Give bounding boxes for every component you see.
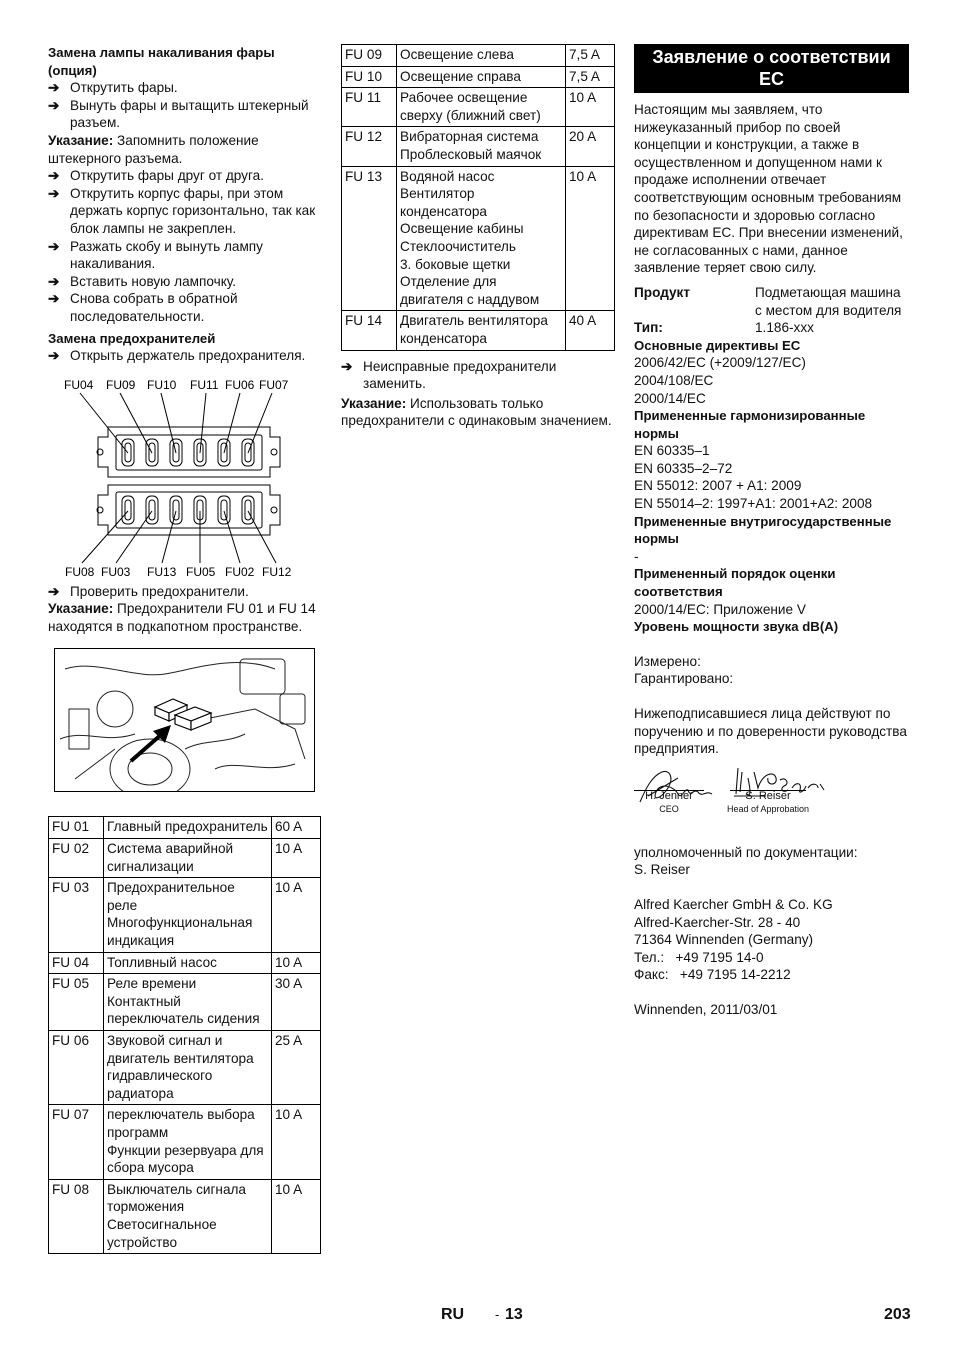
fuse-description: Рабочее освещение сверху (ближний свет): [397, 88, 566, 127]
declaration-intro: Настоящим мы заявляем, что нижеуказанный прибор по своей концепции и конструкции, а также в осуществленном и допущенном нами к продаже исполнении отвечает соответствующим основным требованиям по безопасности и здоровью согласно директивам ЕС. При внесении изменений, не согласованных с нами, данное заявление теряет свою силу.: [634, 102, 903, 276]
fuse-amperage: 25 A: [272, 1031, 321, 1105]
step-item: ➔ Вынуть фары и вытащить штекерный разъем.: [48, 97, 309, 131]
product-row: [634, 284, 909, 319]
engine-compartment-photo: [54, 648, 315, 792]
fuse-id: FU 12: [342, 127, 397, 166]
authorized-label: уполномоченный по документации:: [634, 844, 858, 860]
fuse-amperage: 10 A: [272, 839, 321, 878]
fuse-description: Система аварийной сигнализации: [104, 839, 272, 878]
diagram-label: FU04: [64, 377, 94, 392]
fuse-description: Двигатель вентилятора конденсатора: [397, 311, 566, 350]
arrow-right-icon: ➔: [48, 185, 60, 201]
diagram-label: FU08: [65, 564, 95, 579]
fuse-row: [49, 1031, 321, 1105]
fuse-id: FU 01: [49, 817, 104, 839]
directives-heading: Основные директивы ЕС: [634, 337, 801, 353]
measured-label: Измерено:: [634, 653, 701, 669]
fuse-row: [342, 127, 615, 166]
footer-section-page: 13: [505, 1306, 523, 1323]
fuse-amperage: 10 A: [272, 1179, 321, 1253]
assessment-heading: Примененный порядок оценки соответствия: [634, 566, 836, 600]
company-street: Alfred-Kaercher-Str. 28 - 40: [634, 914, 801, 930]
diagram-label: FU13: [147, 564, 177, 579]
national-heading: Примененные внутригосударственные нормы: [634, 513, 892, 547]
fuse-row: [49, 1179, 321, 1253]
step-item: ➔ Открутить фары друг от друга.: [48, 168, 264, 184]
norm-item: EN 55012: 2007 + A1: 2009: [634, 478, 802, 494]
declaration-title: Заявление о соответствии ЕС: [634, 44, 909, 93]
fuse-amperage: 7,5 A: [566, 45, 615, 67]
fuse-amperage: 10 A: [566, 88, 615, 127]
company-fax: Факс: +49 7195 14-2212: [634, 967, 791, 983]
fuse-id: FU 02: [49, 839, 104, 878]
lamp-note: Указание: Запомнить положение штекерного разъема.: [48, 132, 259, 166]
national-value: -: [634, 548, 639, 564]
diagram-label: FU06: [225, 377, 255, 392]
fuse-description: Выключатель сигнала торможения Светосигнальное устройство: [104, 1179, 272, 1253]
footer-page-number: 203: [884, 1306, 911, 1323]
step-item: ➔ Разжать скобу и вынуть лампу накаливания.: [48, 238, 263, 272]
fuse-id: FU 05: [49, 974, 104, 1031]
arrow-right-icon: ➔: [48, 80, 60, 96]
diagram-label: FU05: [186, 564, 216, 579]
arrow-right-icon: ➔: [48, 273, 60, 289]
arrow-right-icon: ➔: [48, 583, 60, 599]
fuse-id: FU 04: [49, 952, 104, 974]
fuse-row: [342, 88, 615, 127]
signer-1-name: H. Jenner: [645, 789, 693, 802]
footer-language: RU: [441, 1306, 465, 1323]
guaranteed-label: Гарантировано:: [634, 671, 734, 687]
directive-item: 2000/14/EC: [634, 390, 706, 406]
diagram-label: FU02: [225, 564, 255, 579]
fuse-row: [342, 166, 615, 311]
sound-heading: Уровень мощности звука dB(A): [634, 619, 839, 635]
declaration-date: Winnenden, 2011/03/01: [634, 1001, 778, 1017]
signer-2-name: S. Reiser: [745, 789, 791, 802]
arrow-right-icon: ➔: [48, 238, 60, 254]
diagram-label: FU10: [147, 377, 177, 392]
fuse-description: Главный предохранитель: [104, 817, 272, 839]
norm-item: EN 60335–1: [634, 443, 710, 459]
fuse-table-1: [48, 816, 321, 1254]
fuse-holder-diagram: [48, 371, 323, 581]
lamp-heading: Замена лампы накаливания фары (опция): [48, 45, 275, 78]
fuse-amperage: 10 A: [272, 878, 321, 952]
fuse-id: FU 13: [342, 166, 397, 311]
lamp-steps: [48, 79, 323, 132]
product-value: Подметающая машина с местом для водителя: [755, 284, 902, 318]
fuse-row: [49, 974, 321, 1031]
fuse-row: [49, 1105, 321, 1179]
fuse-id: FU 11: [342, 88, 397, 127]
step-item: ➔ Неисправные предохранители заменить.: [341, 358, 557, 392]
fuse-id: FU 06: [49, 1031, 104, 1105]
signer-2-role: Head of Approbation: [726, 803, 810, 814]
directive-item: 2006/42/EC (+2009/127/EC): [634, 355, 806, 371]
signers-text: Нижеподписавшиеся лица действуют по поручению и по доверенности руководства предприятия.: [634, 706, 907, 757]
company-city: 71364 Winnenden (Germany): [634, 932, 814, 948]
arrow-right-icon: ➔: [48, 291, 60, 307]
fuse-id: FU 10: [342, 66, 397, 88]
directive-item: 2004/108/EC: [634, 372, 714, 388]
company-tel: Тел.: +49 7195 14-0: [634, 949, 764, 965]
signer-1-role: CEO: [659, 803, 679, 814]
fuse-amperage: 10 A: [272, 952, 321, 974]
norm-item: EN 55014–2: 1997+A1: 2001+A2: 2008: [634, 496, 873, 512]
fuse-row: [342, 311, 615, 350]
authorized-name: S. Reiser: [634, 862, 690, 878]
diagram-label: FU03: [101, 564, 131, 579]
fuse-amperage: 7,5 A: [566, 66, 615, 88]
arrow-right-icon: ➔: [48, 97, 60, 113]
harmonized-heading: Примененные гармонизированные нормы: [634, 408, 866, 441]
lamp-steps-2: [48, 167, 323, 325]
step-item: ➔ Открутить фары.: [48, 80, 178, 96]
fuse-description: Водяной насос Вентилятор конденсатора Освещение кабины Стеклоочиститель 3. боковые щетки Отделение для двигателя с наддувом: [397, 166, 566, 311]
diagram-label: FU12: [262, 564, 292, 579]
fuse-description: Топливный насос: [104, 952, 272, 974]
footer-dash: -: [495, 1307, 500, 1322]
type-value: 1.186-xxx: [755, 320, 814, 336]
column-right: [634, 44, 909, 1019]
replace-note: Указание: Использовать только предохранители с одинаковым значением.: [341, 395, 612, 429]
fuse-row: [342, 45, 615, 67]
fuse-amperage: 10 A: [566, 166, 615, 311]
arrow-right-icon: ➔: [48, 348, 60, 364]
fuse-heading: Замена предохранителей: [48, 330, 216, 346]
signature-block: [634, 758, 909, 838]
step-item: ➔ Проверить предохранители.: [48, 583, 249, 599]
fuse-id: FU 03: [49, 878, 104, 952]
fuse-id: FU 09: [342, 45, 397, 67]
fuse-amperage: 60 A: [272, 817, 321, 839]
fuse-id: FU 08: [49, 1179, 104, 1253]
company-name: Alfred Kaercher GmbH & Co. KG: [634, 896, 833, 912]
step-item: ➔ Открутить корпус фары, при этом держать корпус горизонтально, так как блок лампы не закреплен.: [48, 185, 316, 236]
fuse-row: [49, 817, 321, 839]
column-left: [48, 44, 323, 1254]
diagram-label: FU09: [106, 377, 136, 392]
type-label: Тип:: [634, 320, 663, 336]
step-item: ➔ Открыть держатель предохранителя.: [48, 348, 306, 364]
fuse-amperage: 10 A: [272, 1105, 321, 1179]
fuse-description: переключатель выбора программ Функции резервуара для сбора мусора: [104, 1105, 272, 1179]
arrow-right-icon: ➔: [48, 168, 60, 184]
fuse-description: Звуковой сигнал и двигатель вентилятора гидравлического радиатора: [104, 1031, 272, 1105]
fuse-description: Вибраторная система Проблесковый маячок: [397, 127, 566, 166]
column-middle: [341, 44, 615, 430]
fuse-amperage: 20 A: [566, 127, 615, 166]
fuse-row: [49, 839, 321, 878]
step-item: ➔ Снова собрать в обратной последовательности.: [48, 291, 238, 324]
type-row: [634, 319, 909, 337]
fuse-id: FU 07: [49, 1105, 104, 1179]
fuse-table-2: [341, 44, 615, 351]
arrow-right-icon: ➔: [341, 358, 353, 374]
fuse-id: FU 14: [342, 311, 397, 350]
fuse-description: Освещение слева: [397, 45, 566, 67]
product-label: Продукт: [634, 284, 691, 300]
norm-item: EN 60335–2–72: [634, 460, 733, 476]
diagram-label: FU11: [190, 377, 219, 392]
fuse-row: [342, 66, 615, 88]
fuse-description: Предохранительное реле Многофункциональная индикация: [104, 878, 272, 952]
fuse-row: [49, 952, 321, 974]
check-note: Указание: Предохранители FU 01 и FU 14 находятся в подкапотном пространстве.: [48, 601, 316, 634]
fuse-amperage: 40 A: [566, 311, 615, 350]
fuse-description: Реле времени Контактный переключатель сидения: [104, 974, 272, 1031]
fuse-row: [49, 878, 321, 952]
fuse-amperage: 30 A: [272, 974, 321, 1031]
step-item: ➔ Вставить новую лампочку.: [48, 273, 237, 289]
fuse-description: Освещение справа: [397, 66, 566, 88]
diagram-label: FU07: [259, 377, 289, 392]
assessment-value: 2000/14/EC: Приложение V: [634, 601, 806, 617]
